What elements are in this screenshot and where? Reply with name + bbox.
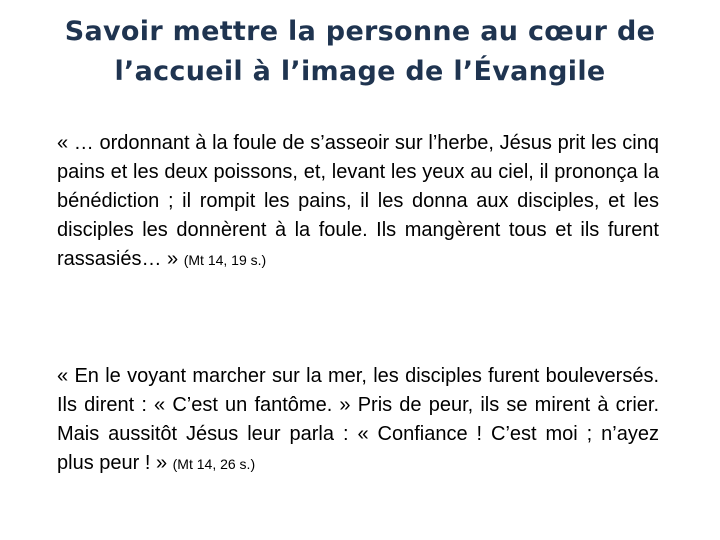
quote-text-2: « En le voyant marcher sur la mer, les disciples furent bouleversés. Ils dirent : « C’est un fantôme. » Pris de peur, ils se mirent à crier. Mais aussitôt Jésus leur parla : « Confiance ! C’est moi ; n’ayez plus peur ! »	[57, 365, 659, 474]
quote-paragraph-1	[57, 129, 659, 275]
quote-paragraph-2	[57, 362, 659, 479]
slide-title	[40, 12, 680, 92]
quote-text-1: « … ordonnant à la foule de s’asseoir sur l’herbe, Jésus prit les cinq pains et les deux poissons, et, levant les yeux au ciel, il prononça la bénédiction ; il rompit les pains, il les donna aux disciples, et les disciples les donnèrent à la foule. Ils mangèrent tous et ils furent rassasiés… »	[57, 132, 659, 270]
quote-reference-1: (Mt 14, 19 s.)	[183, 252, 267, 268]
quote-reference-2: (Mt 14, 26 s.)	[172, 456, 256, 472]
title-line-2: l’accueil à l’image de l’Évangile	[114, 56, 606, 87]
title-line-1: Savoir mettre la personne au cœur de	[64, 16, 656, 47]
